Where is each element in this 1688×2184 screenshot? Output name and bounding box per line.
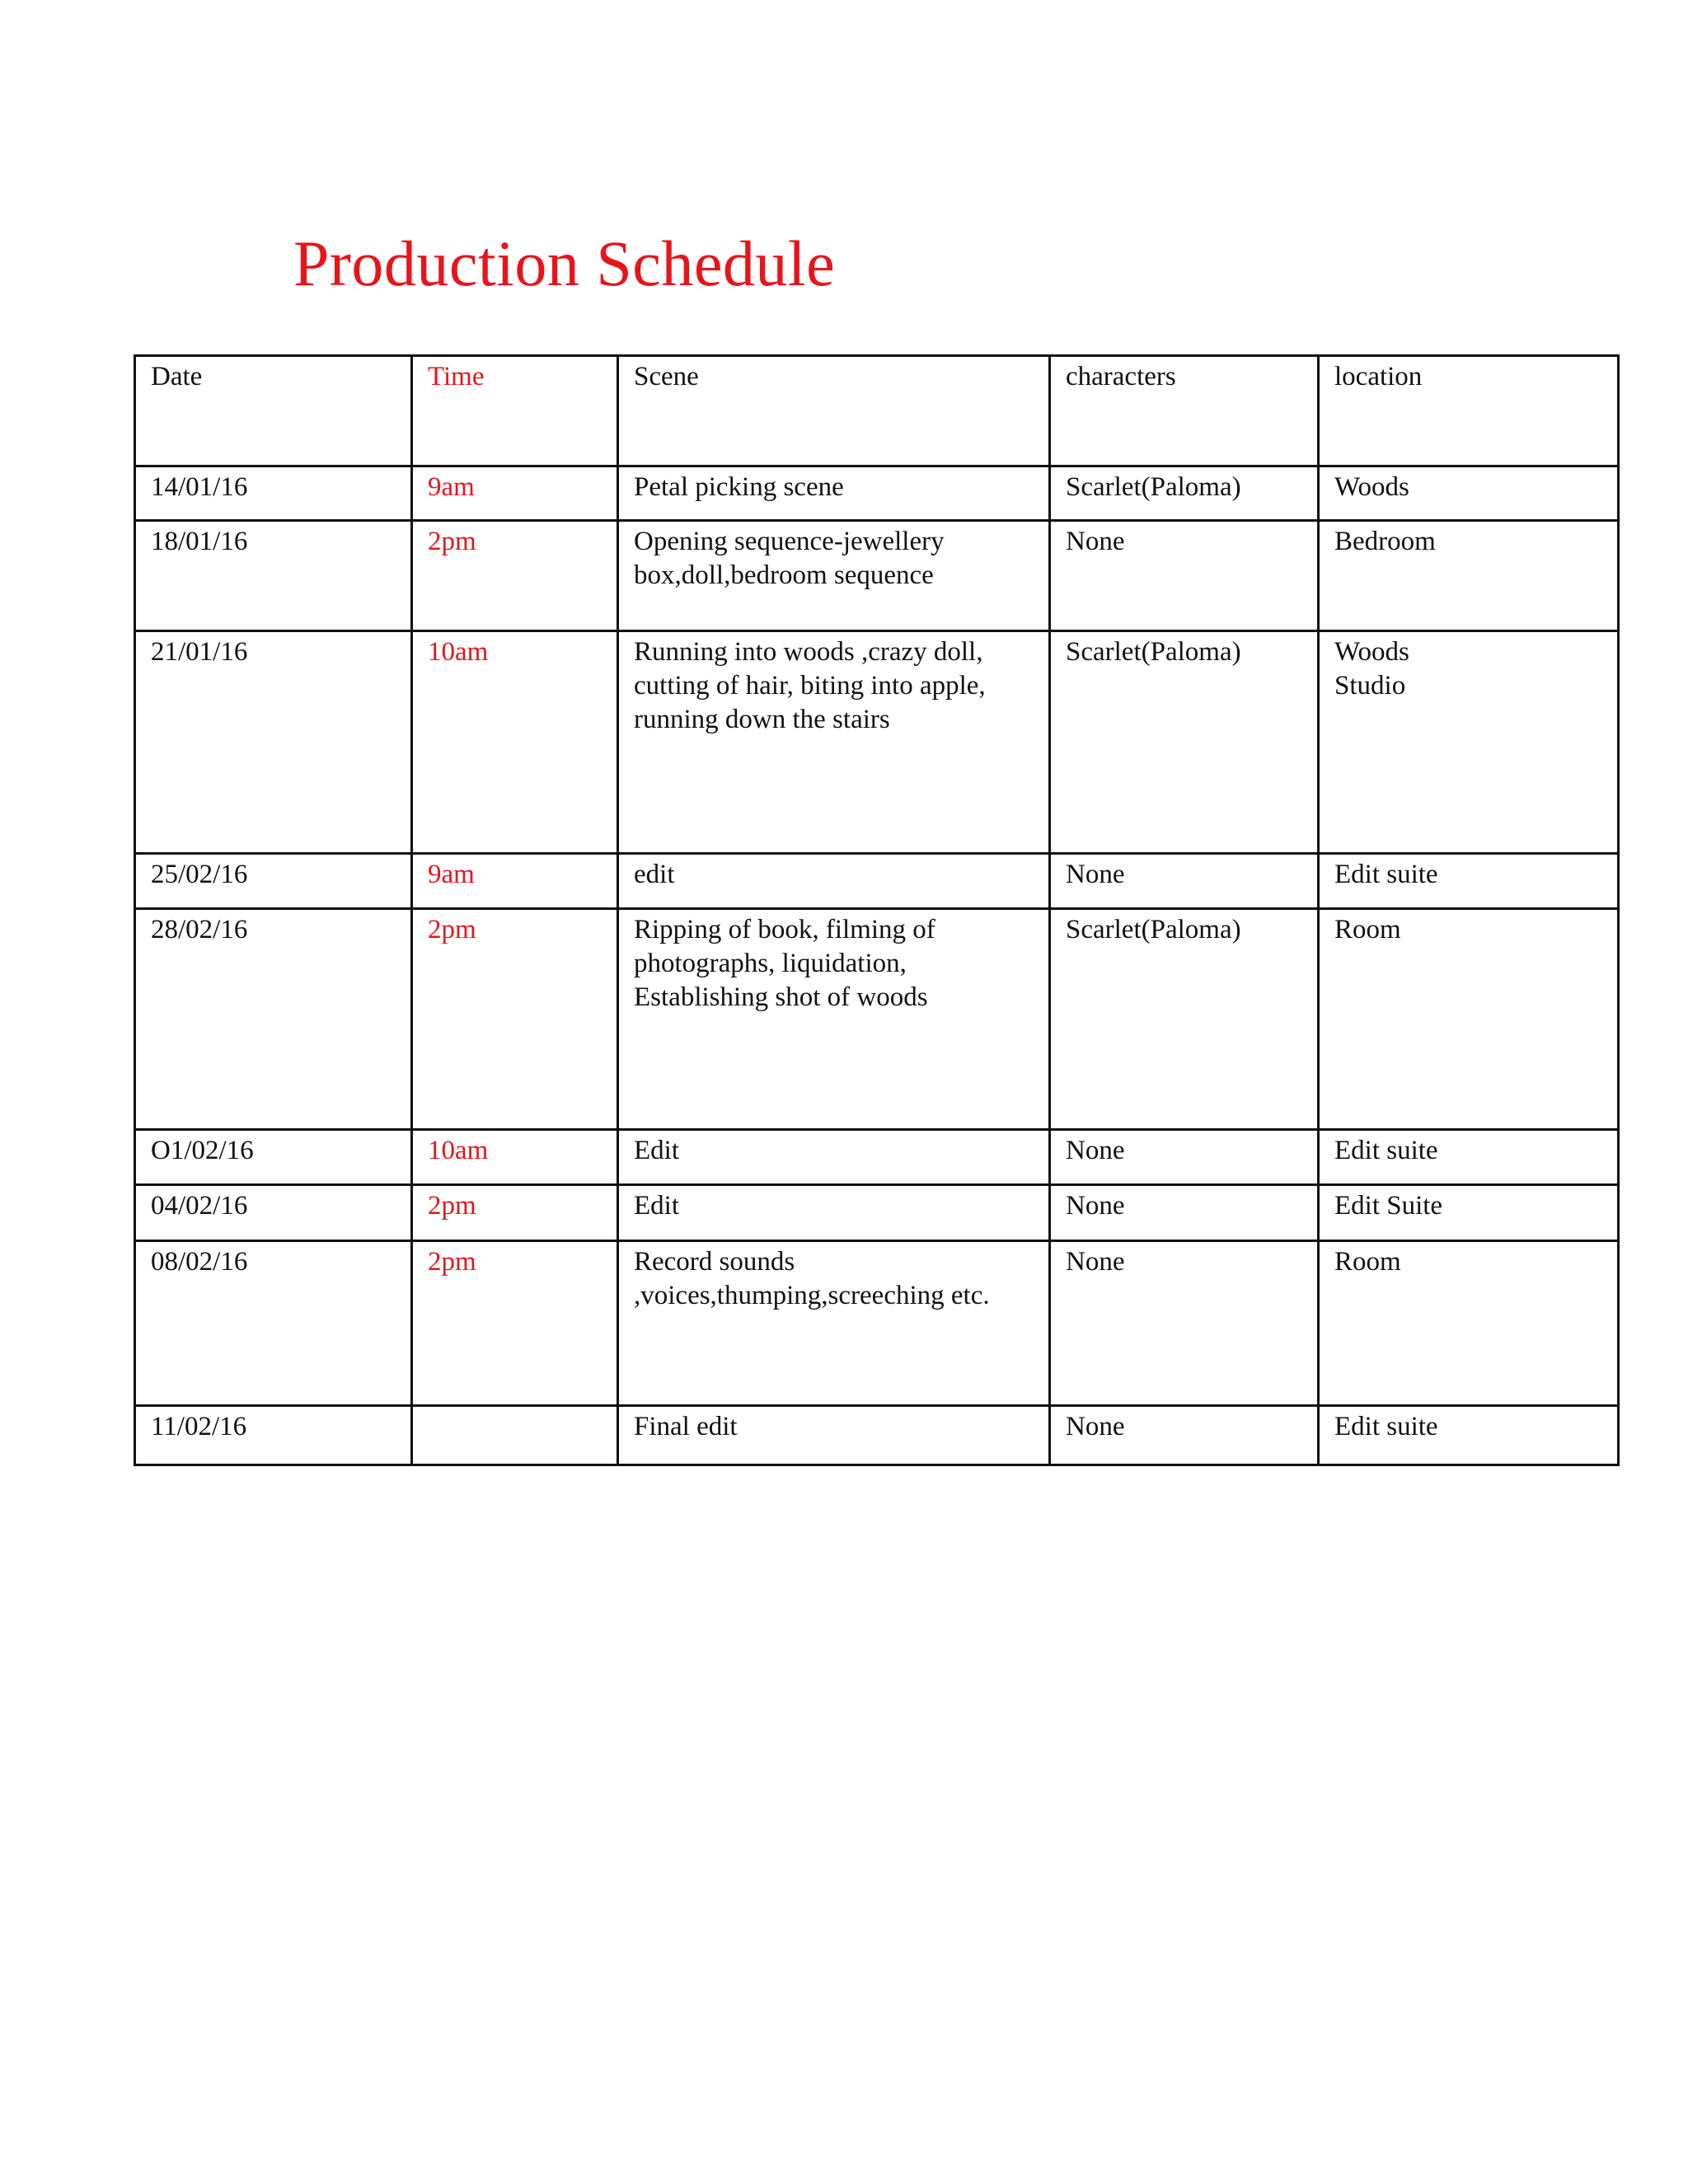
- cell-location: [1319, 521, 1619, 631]
- location-line: Room: [1334, 915, 1401, 944]
- cell-scene: [618, 1406, 1050, 1465]
- location-line: Room: [1334, 1247, 1401, 1277]
- location-line: Edit suite: [1334, 1412, 1438, 1441]
- cell-scene: [618, 854, 1050, 909]
- scene-line: Running into woods ,crazy doll,: [634, 637, 983, 667]
- page-title: Production Schedule: [293, 227, 836, 299]
- location-line: Bedroom: [1334, 527, 1436, 556]
- table-header-row: [135, 356, 1619, 466]
- scene-line: edit: [634, 860, 675, 889]
- cell-characters: None: [1050, 1130, 1319, 1185]
- cell-time: [412, 1406, 618, 1465]
- cell-time: 10am: [412, 1130, 618, 1185]
- cell-location: [1319, 1130, 1619, 1185]
- cell-location: [1319, 631, 1619, 854]
- header-characters: characters: [1050, 356, 1319, 466]
- cell-characters: Scarlet(Paloma): [1050, 631, 1319, 854]
- cell-characters: Scarlet(Paloma): [1050, 909, 1319, 1130]
- header-scene: Scene: [618, 356, 1050, 466]
- table-row: [135, 1406, 1619, 1465]
- table-row: [135, 1241, 1619, 1406]
- location-line: Edit suite: [1334, 1136, 1438, 1165]
- header-date: Date: [135, 356, 412, 466]
- cell-date: 14/01/16: [135, 466, 412, 521]
- cell-date: 04/02/16: [135, 1185, 412, 1241]
- cell-location: [1319, 854, 1619, 909]
- location-line: Studio: [1334, 671, 1406, 701]
- cell-date: 28/02/16: [135, 909, 412, 1130]
- production-schedule-table: [134, 354, 1620, 1466]
- cell-time: 2pm: [412, 521, 618, 631]
- header-time: Time: [412, 356, 618, 466]
- cell-characters: None: [1050, 854, 1319, 909]
- scene-line: Petal picking scene: [634, 472, 844, 502]
- cell-characters: None: [1050, 521, 1319, 631]
- scene-line: photographs, liquidation,: [634, 949, 907, 978]
- cell-scene: [618, 1130, 1050, 1185]
- cell-location: [1319, 1185, 1619, 1241]
- table-row: [135, 854, 1619, 909]
- cell-time: 9am: [412, 854, 618, 909]
- cell-scene: [618, 521, 1050, 631]
- cell-date: 11/02/16: [135, 1406, 412, 1465]
- cell-date: 18/01/16: [135, 521, 412, 631]
- scene-line: Edit: [634, 1136, 679, 1165]
- cell-characters: None: [1050, 1406, 1319, 1465]
- table-row: [135, 1130, 1619, 1185]
- scene-line: Edit: [634, 1191, 679, 1221]
- cell-time: 2pm: [412, 909, 618, 1130]
- cell-scene: [618, 1185, 1050, 1241]
- location-line: Woods: [1334, 472, 1409, 502]
- cell-date: 25/02/16: [135, 854, 412, 909]
- table-row: [135, 1185, 1619, 1241]
- scene-line: cutting of hair, biting into apple,: [634, 671, 986, 701]
- location-line: Edit Suite: [1334, 1191, 1443, 1221]
- cell-time: 2pm: [412, 1185, 618, 1241]
- scene-line: Final edit: [634, 1412, 738, 1441]
- cell-characters: None: [1050, 1241, 1319, 1406]
- table-row: [135, 631, 1619, 854]
- cell-scene: [618, 909, 1050, 1130]
- scene-line: Establishing shot of woods: [634, 982, 928, 1012]
- scene-line: Record sounds: [634, 1247, 795, 1277]
- location-line: Woods: [1334, 637, 1409, 667]
- scene-line: Ripping of book, filming of: [634, 915, 935, 944]
- header-location: location: [1319, 356, 1619, 466]
- table-row: [135, 466, 1619, 521]
- cell-location: [1319, 1241, 1619, 1406]
- cell-scene: [618, 466, 1050, 521]
- cell-characters: None: [1050, 1185, 1319, 1241]
- cell-date: 21/01/16: [135, 631, 412, 854]
- cell-location: [1319, 466, 1619, 521]
- cell-scene: [618, 1241, 1050, 1406]
- scene-line: box,doll,bedroom sequence: [634, 560, 934, 590]
- cell-date: O1/02/16: [135, 1130, 412, 1185]
- scene-line: Opening sequence-jewellery: [634, 527, 945, 556]
- cell-location: [1319, 909, 1619, 1130]
- scene-line: running down the stairs: [634, 705, 890, 734]
- table-row: [135, 521, 1619, 631]
- cell-time: 2pm: [412, 1241, 618, 1406]
- cell-date: 08/02/16: [135, 1241, 412, 1406]
- location-line: Edit suite: [1334, 860, 1438, 889]
- cell-time: 9am: [412, 466, 618, 521]
- cell-characters: Scarlet(Paloma): [1050, 466, 1319, 521]
- table-row: [135, 909, 1619, 1130]
- cell-location: [1319, 1406, 1619, 1465]
- cell-scene: [618, 631, 1050, 854]
- cell-time: 10am: [412, 631, 618, 854]
- scene-line: ,voices,thumping,screeching etc.: [634, 1281, 990, 1310]
